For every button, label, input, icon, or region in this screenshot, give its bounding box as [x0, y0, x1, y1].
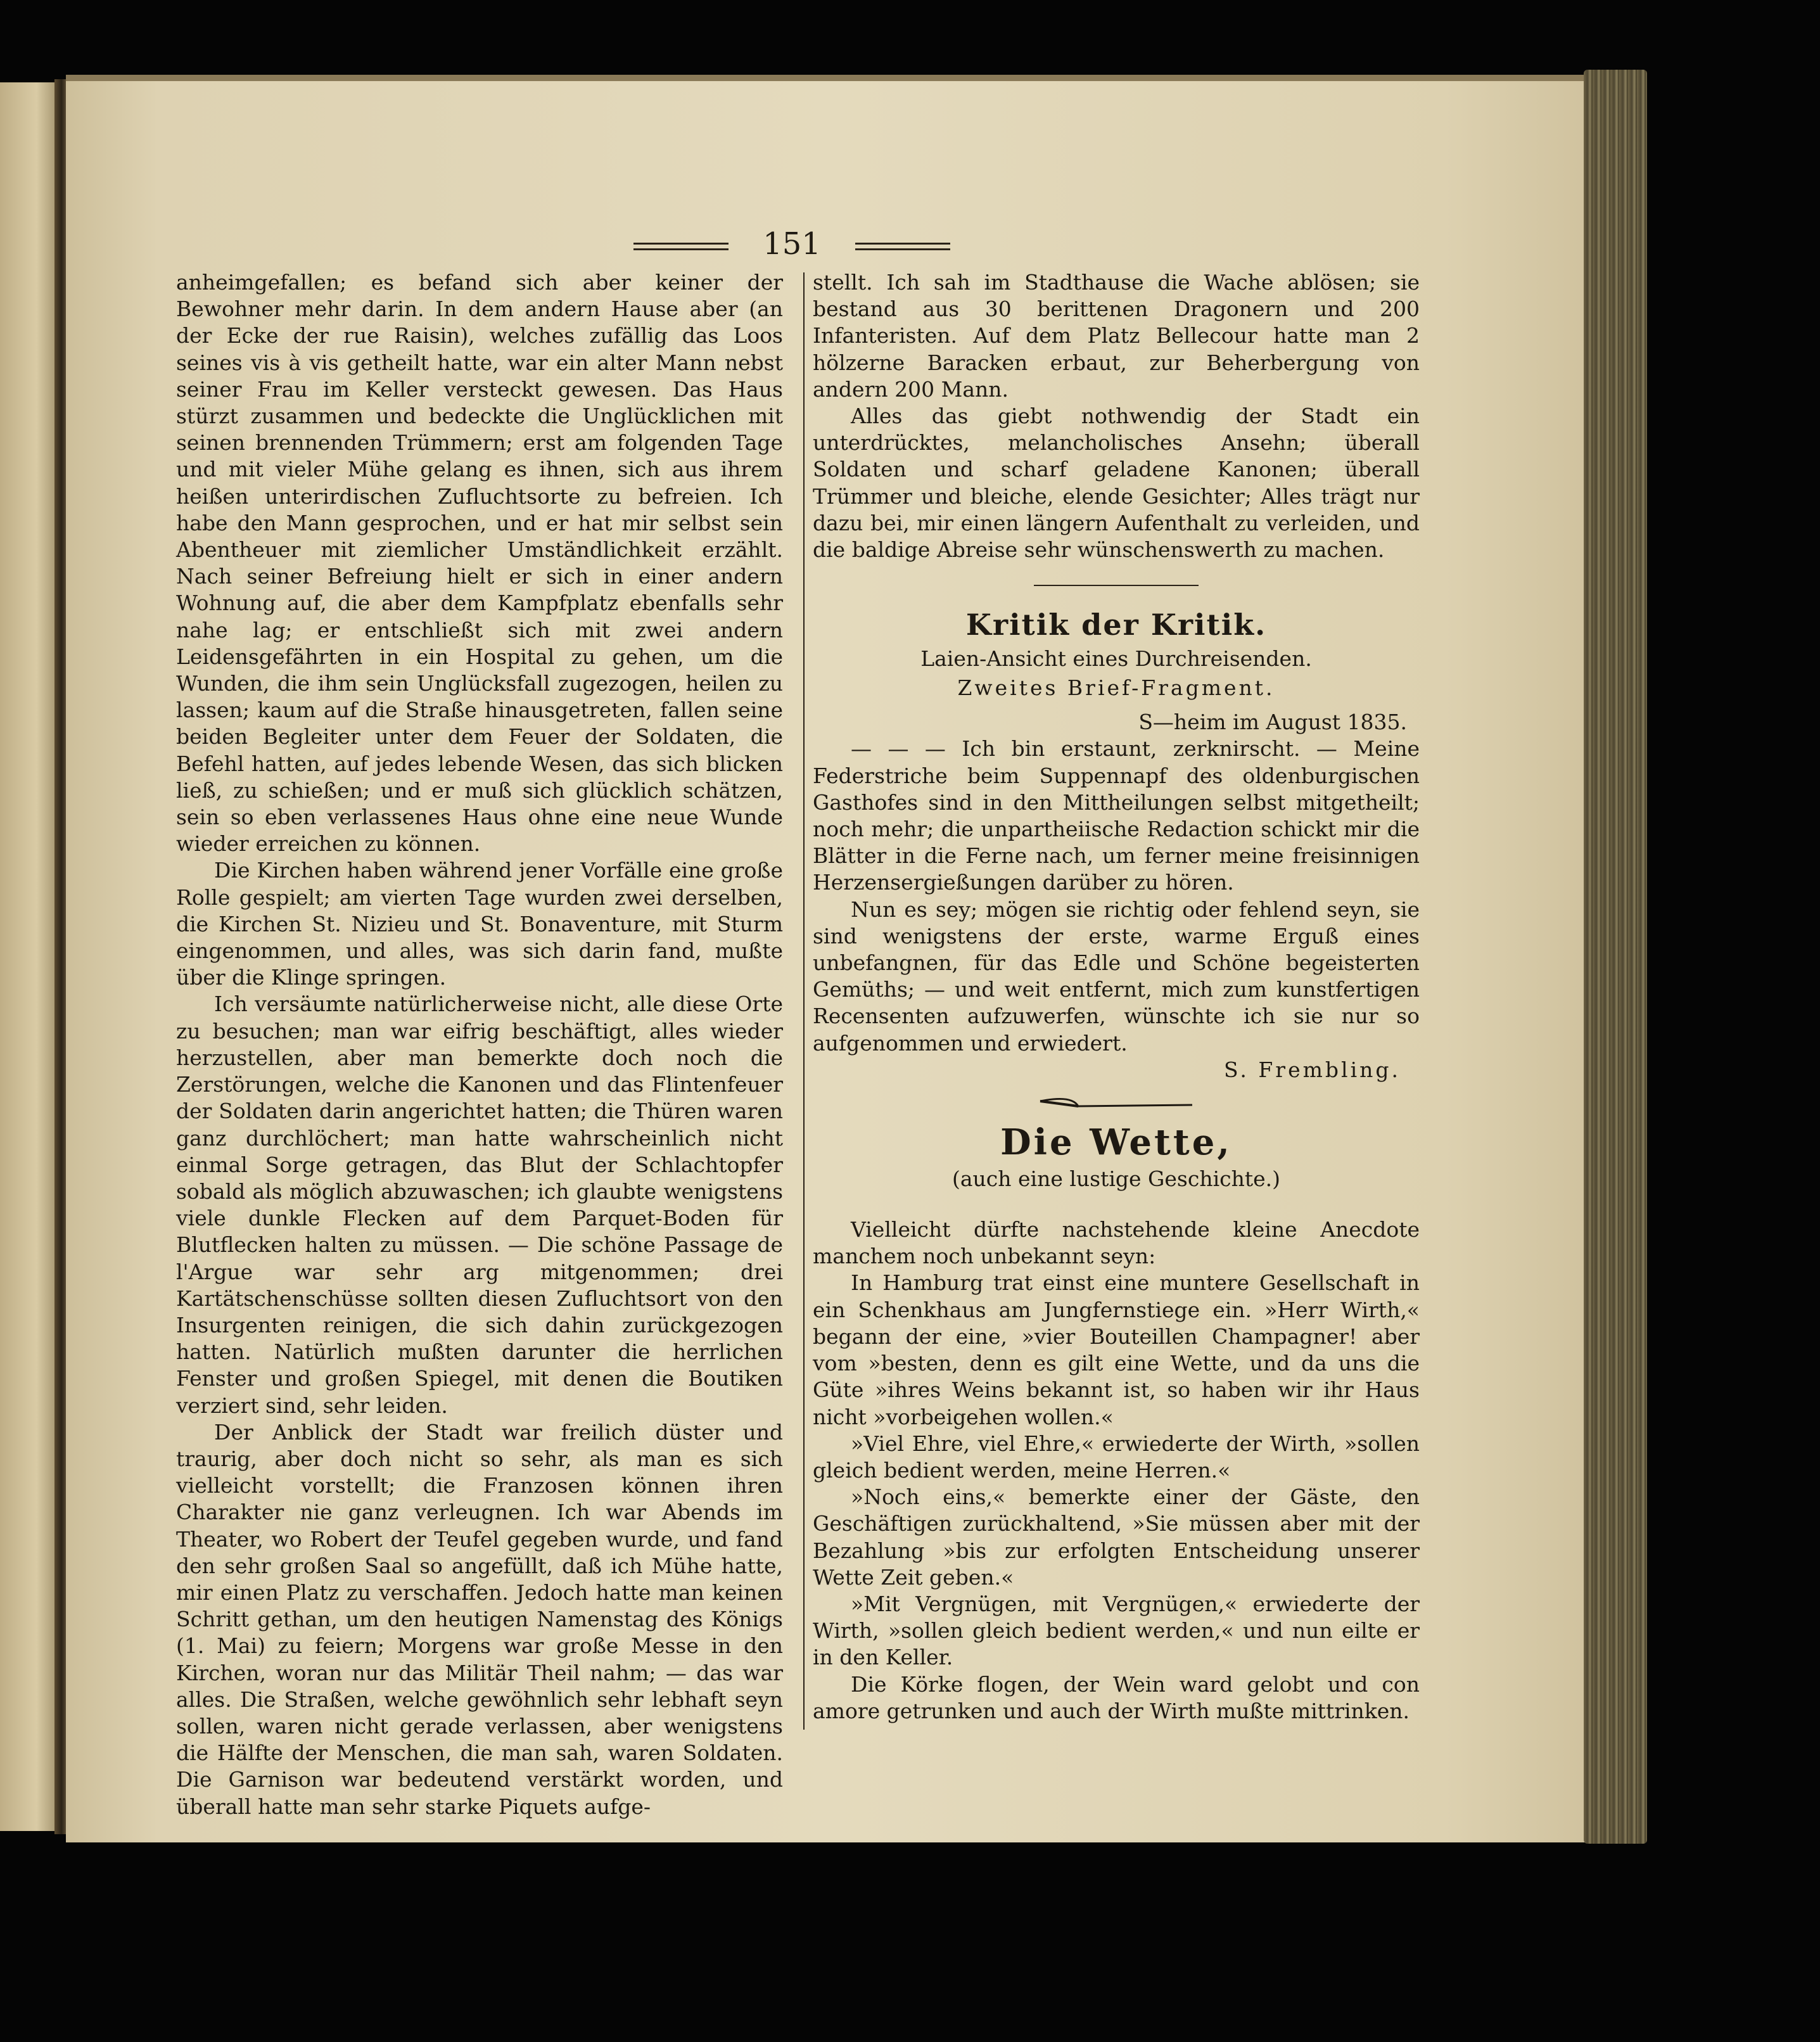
paragraph: »Mit Vergnügen, mit Vergnügen,« erwiederte der Wirth, »sollen gleich bedient werden,« und nun eilte er in den Keller. — [813, 1591, 1420, 1670]
article-wette — [813, 1120, 1420, 1725]
dateline: S—heim im August 1835. — [1138, 710, 1407, 735]
paragraph: Der Anblick der Stadt war freilich düster und traurig, aber doch nicht so sehr, als man es sich vielleicht vorstellt; die Franzosen können ihren Charakter nie ganz verleugnen. Ich war Abends im Theater, wo Robert der Teufel gegeben wurde, und fand den sehr großen Saal so angefüllt, daß ich Mühe hatte, mir einen Platz zu verschaffen. Jedoch hatte man keinen Schritt gethan, um den heutigen Namenstag des Königs (1. Mai) zu feiern; Morgens war große Messe in den Kirchen, woran nur das Militär Theil nahm; — das war alles. Die Straßen, welche gewöhnlich sehr lebhaft seyn sollen, waren nicht gerade verlassen, aber wenigstens die Hälfte der Menschen, die man sah, waren Soldaten. Die Garnison war bedeutend verstärkt worden, und überall hatte man sehr starke Piquets aufge- — [176, 1419, 783, 1819]
paragraph: Nun es sey; mögen sie richtig oder fehlend seyn, sie sind wenigstens der erste, warme Erguß eines unbefangnen, für das Edle und Schöne begeisterten Gemüths; — und weit entfernt, mich zum kunstfertigen Recensenten aufzuwerfen, wünschte ich sie nur so aufgenommen und erwiedert. — [813, 897, 1420, 1056]
article-subtitle: (auch eine lustige Geschichte.) — [951, 1166, 1281, 1192]
article-title: Die Wette, — [1000, 1121, 1232, 1164]
signature: S. Frembling. — [1223, 1057, 1401, 1082]
left-column — [176, 269, 783, 1820]
page-block-edge — [1584, 70, 1647, 1844]
header-rule-right — [855, 243, 950, 250]
paragraph: »Viel Ehre, viel Ehre,« erwiederte der Wirth, »sollen gleich bedient werden, meine Herren.« — [813, 1431, 1420, 1483]
paragraph: anheimgefallen; es befand sich aber keiner der Bewohner mehr darin. In dem andern Hause aber (an der Ecke der rue Raisin), welches zufällig das Loos seines vis à vis getheilt hatte, war ein alter Mann nebst seiner Frau im Keller versteckt gewesen. Das Haus stürzt zusammen und bedeckte die Unglücklichen mit seinen brennenden Trümmern; erst am folgenden Tage und mit vieler Mühe gelang es ihnen, sich aus ihrem heißen unterirdischen Zufluchtsorte zu befreien. Ich habe den Mann gesprochen, und er hat mir selbst sein Abentheuer mit ziemlicher Umständlichkeit erzählt. Nach seiner Befreiung hielt er sich in einer andern Wohnung auf, die aber dem Kampfplatz ebenfalls sehr nahe lag; er entschließt sich mit zwei andern Leidensgefährten in ein Hospital zu gehen, um die Wunden, die ihm sein Unglücksfall zugezogen, heilen zu lassen; kaum auf die Straße hinausgetreten, fallen seine beiden Begleiter unter dem Feuer der Soldaten, die Befehl hatten, auf jedes lebende Wesen, das sich blicken ließ, zu schießen; und er muß sich glücklich schätzen, sein so eben verlassenes Haus ohne eine neue Wunde wieder erreichen zu können. — [176, 270, 783, 857]
paragraph: In Hamburg trat einst eine muntere Gesellschaft in ein Schenkhaus am Jungfernstiege ein. »Herr Wirth,« begann der eine, »vier Bouteillen Champagner! aber vom »besten, denn es gilt eine Wette, und da uns die Güte »ihres Weins bekannt ist, so haben wir ihr Haus nicht »vorbeigehen wollen.« — [813, 1270, 1420, 1429]
paragraph: Die Kirchen haben während jener Vorfälle eine große Rolle gespielt; am vierten Tage wurden zwei derselben, die Kirchen St. Nizieu und St. Bonaventure, mit Sturm eingenommen, und alles, was sich darin fand, mußte über die Klinge springen. — [176, 858, 783, 990]
paragraph: Alles das giebt nothwendig der Stadt ein unterdrücktes, melancholisches Ansehn; überall Soldaten und scharf geladene Kanonen; überall Trümmer und bleiche, elende Gesichter; Alles trägt nur dazu bei, mir einen längern Aufenthalt zu verleiden, und die baldige Abreise sehr wünschenswerth zu machen. — [813, 404, 1420, 563]
paragraph: Ich versäumte natürlicherweise nicht, alle diese Orte zu besuchen; man war eifrig beschäftigt, alles wieder herzustellen, aber man bemerkte doch noch die Zerstörungen, welche die Kanonen und das Flintenfeuer der Soldaten darin angerichtet hatten; die Thüren waren ganz durchlöchert; man hatte wahrscheinlich nicht einmal Sorge getragen, das Blut der Schlachtopfer sobald als möglich abzuwaschen; ich glaubte wenigstens viele dunkle Flecken auf dem Parquet-Boden für Blutflecken halten zu müssen. — Die schöne Passage de l'Argue war sehr arg mitgenommen; drei Kartätschenschüsse sollten diesen Zufluchtsort von den Insurgenten reinigen, die sich dahin zurückgezogen hatten. Natürlich mußten darunter die herrlichen Fenster und großen Spiegel, mit denen die Boutiken verziert sind, sehr leiden. — [176, 992, 783, 1418]
section-divider — [1034, 585, 1199, 586]
article-subtitle: Laien-Ansicht eines Durchreisenden. — [920, 646, 1312, 672]
flourish-divider — [1034, 1092, 1199, 1118]
page-header — [633, 225, 950, 263]
paragraph: Vielleicht dürfte nachstehende kleine Anecdote manchem noch unbekannt seyn: — [813, 1217, 1420, 1269]
paragraph: Die Körke flogen, der Wein ward gelobt und con amore getrunken und auch der Wirth mußte mittrinken. — [813, 1671, 1420, 1723]
column-divider — [803, 272, 805, 1730]
facing-page-edge — [0, 82, 61, 1831]
page-number: 151 — [763, 226, 821, 262]
article-title: Kritik der Kritik. — [965, 608, 1267, 642]
header-rule-left — [633, 243, 729, 250]
right-column — [813, 269, 1420, 1725]
article-kritik — [813, 605, 1420, 1083]
paragraph: — — — Ich bin erstaunt, zerknirscht. — Meine Federstriche beim Suppennapf des oldenburgischen Gasthofes sind in den Mittheilungen selbst mitgetheilt; noch mehr; die unpartheiische Redaction schickt mir die Blätter in die Ferne nach, um ferner meine freisinnigen Herzensergießungen darüber zu hören. — [813, 736, 1420, 895]
article-subtitle-2: Zweites Brief-Fragment. — [957, 675, 1275, 701]
paragraph: »Noch eins,« bemerkte einer der Gäste, den Geschäftigen zurückhaltend, »Sie müssen aber mit der Bezahlung »bis zur erfolgten Entscheidung unserer Wette Zeit geben.« — [813, 1484, 1420, 1590]
paragraph: stellt. Ich sah im Stadthause die Wache ablösen; sie bestand aus 30 berittenen Dragonern und 200 Infanteristen. Auf dem Platz Bellecour hatte man 2 hölzerne Baracken erbaut, zur Beherbergung von andern 200 Mann. — [813, 270, 1420, 402]
